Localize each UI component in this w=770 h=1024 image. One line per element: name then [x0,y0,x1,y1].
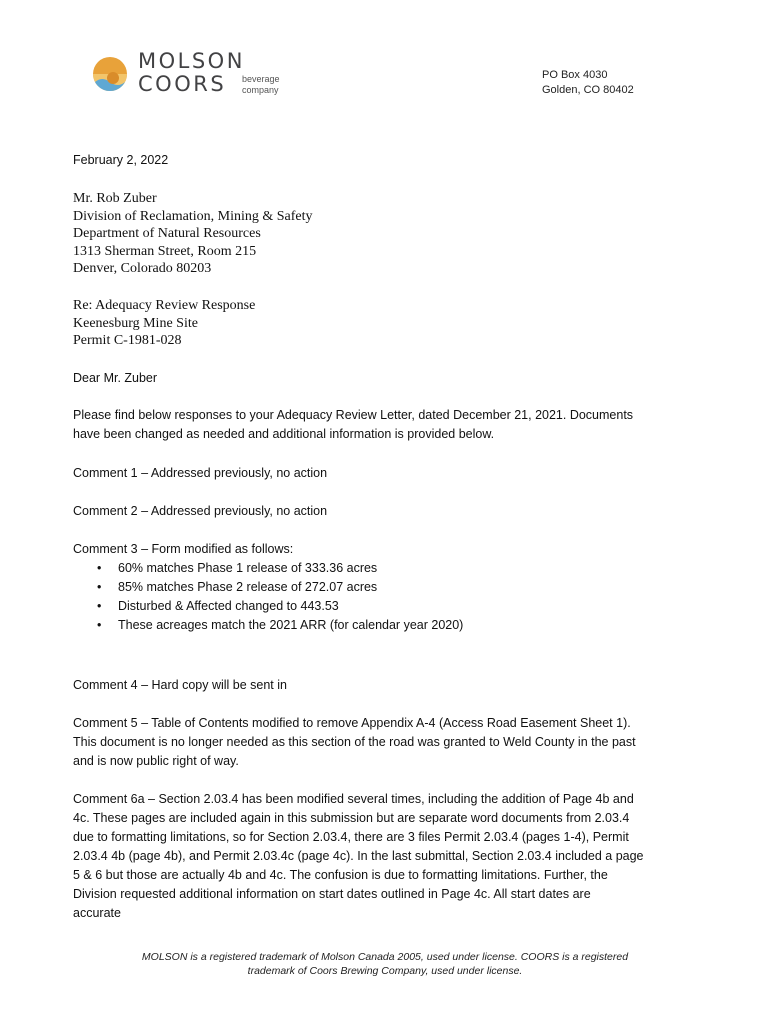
recipient-line: Mr. Rob Zuber [73,191,157,206]
paragraph-line: and is now public right of way. [73,754,239,768]
paragraph-line: have been changed as needed and additional information is provided below. [73,427,495,441]
bullet-text: 60% matches Phase 1 release of 333.36 acres [118,561,378,575]
address-line: PO Box 4030 [542,69,608,81]
list-item [73,616,713,635]
paragraph-line: 5 & 6 but those are actually 4b and 4c. The confusion is due to formatting limitations. Further, the [73,868,608,882]
brand-coors: COORS [138,72,227,96]
subject-line: Permit C-1981-028 [73,333,182,349]
letter-date: February 2, 2022 [73,153,169,167]
paragraph-line: accurate [73,906,121,920]
paragraph-line: Division requested additional information on start dates outlined in Page 4c. All start dates are [73,887,591,901]
list-item [73,578,713,597]
comment-5 [73,714,713,771]
recipient-line: Department of Natural Resources [73,226,261,242]
recipient-line: 1313 Sherman Street, Room 215 [73,243,257,259]
bullet-text: 85% matches Phase 2 release of 272.07 acres [118,580,378,594]
paragraph-line: This document is no longer needed as this section of the road was granted to Weld County in the past [73,735,636,749]
paragraph-line: due to formatting limitations, so for Section 2.03.4, there are 3 files Permit 2.03.4 (pages 1-4), Permit [73,830,629,844]
sender-address [542,68,634,98]
comment-4: Comment 4 – Hard copy will be sent in [73,678,287,692]
bullet-icon: • [97,599,102,613]
salutation: Dear Mr. Zuber [73,371,158,385]
paragraph-line: Comment 5 – Table of Contents modified to remove Appendix A-4 (Access Road Easement Sheet 1). [73,716,631,730]
bullet-text: These acreages match the 2021 ARR (for calendar year 2020) [118,618,464,632]
address-line: Golden, CO 80402 [542,84,634,96]
comment-6a [73,790,713,923]
logo-mark-icon [92,52,132,96]
subject-line: Keenesburg Mine Site [73,315,198,331]
brand-sub-company: company [242,85,279,95]
paragraph-line: 2.03.4 4b (page 4b), and Permit 2.03.4c (page 4c). In the last submittal, Section 2.03.4 included a page [73,849,644,863]
recipient-line: Division of Reclamation, Mining & Safety [73,208,313,224]
comment-3-bullet-list [73,559,713,635]
comment-3-heading: Comment 3 – Form modified as follows: [73,542,294,556]
bullet-icon: • [97,561,102,575]
recipient-line: Denver, Colorado 80203 [73,261,212,277]
comment-2: Comment 2 – Addressed previously, no action [73,504,328,518]
footer-line: MOLSON is a registered trademark of Molson Canada 2005, used under license. COORS is a registered [141,951,629,963]
list-item [73,559,713,578]
bullet-icon: • [97,618,102,632]
brand-sub-beverage: beverage [242,74,280,84]
bullet-text: Disturbed & Affected changed to 443.53 [118,599,339,613]
recipient-address [73,190,713,278]
paragraph-line: Comment 6a – Section 2.03.4 has been modified several times, including the addition of Page 4b and [73,792,634,806]
paragraph-line: 4c. These pages are included again in this submission but are separate word documents from 2.03.4 [73,811,630,825]
bullet-icon: • [97,580,102,594]
company-logo [92,50,292,98]
paragraph-line: Please find below responses to your Adequacy Review Letter, dated December 21, 2021. Documents [73,408,634,422]
footer-line: trademark of Coors Brewing Company, used under license. [247,965,523,977]
list-item [73,597,713,616]
intro-paragraph [73,406,713,444]
brand-molson: MOLSON [138,49,245,73]
comment-3 [73,540,713,635]
trademark-footer [60,950,710,978]
logo-wordmark [138,49,280,96]
subject-block [73,297,713,350]
subject-line: Re: Adequacy Review Response [73,298,256,313]
comment-1: Comment 1 – Addressed previously, no action [73,466,328,480]
